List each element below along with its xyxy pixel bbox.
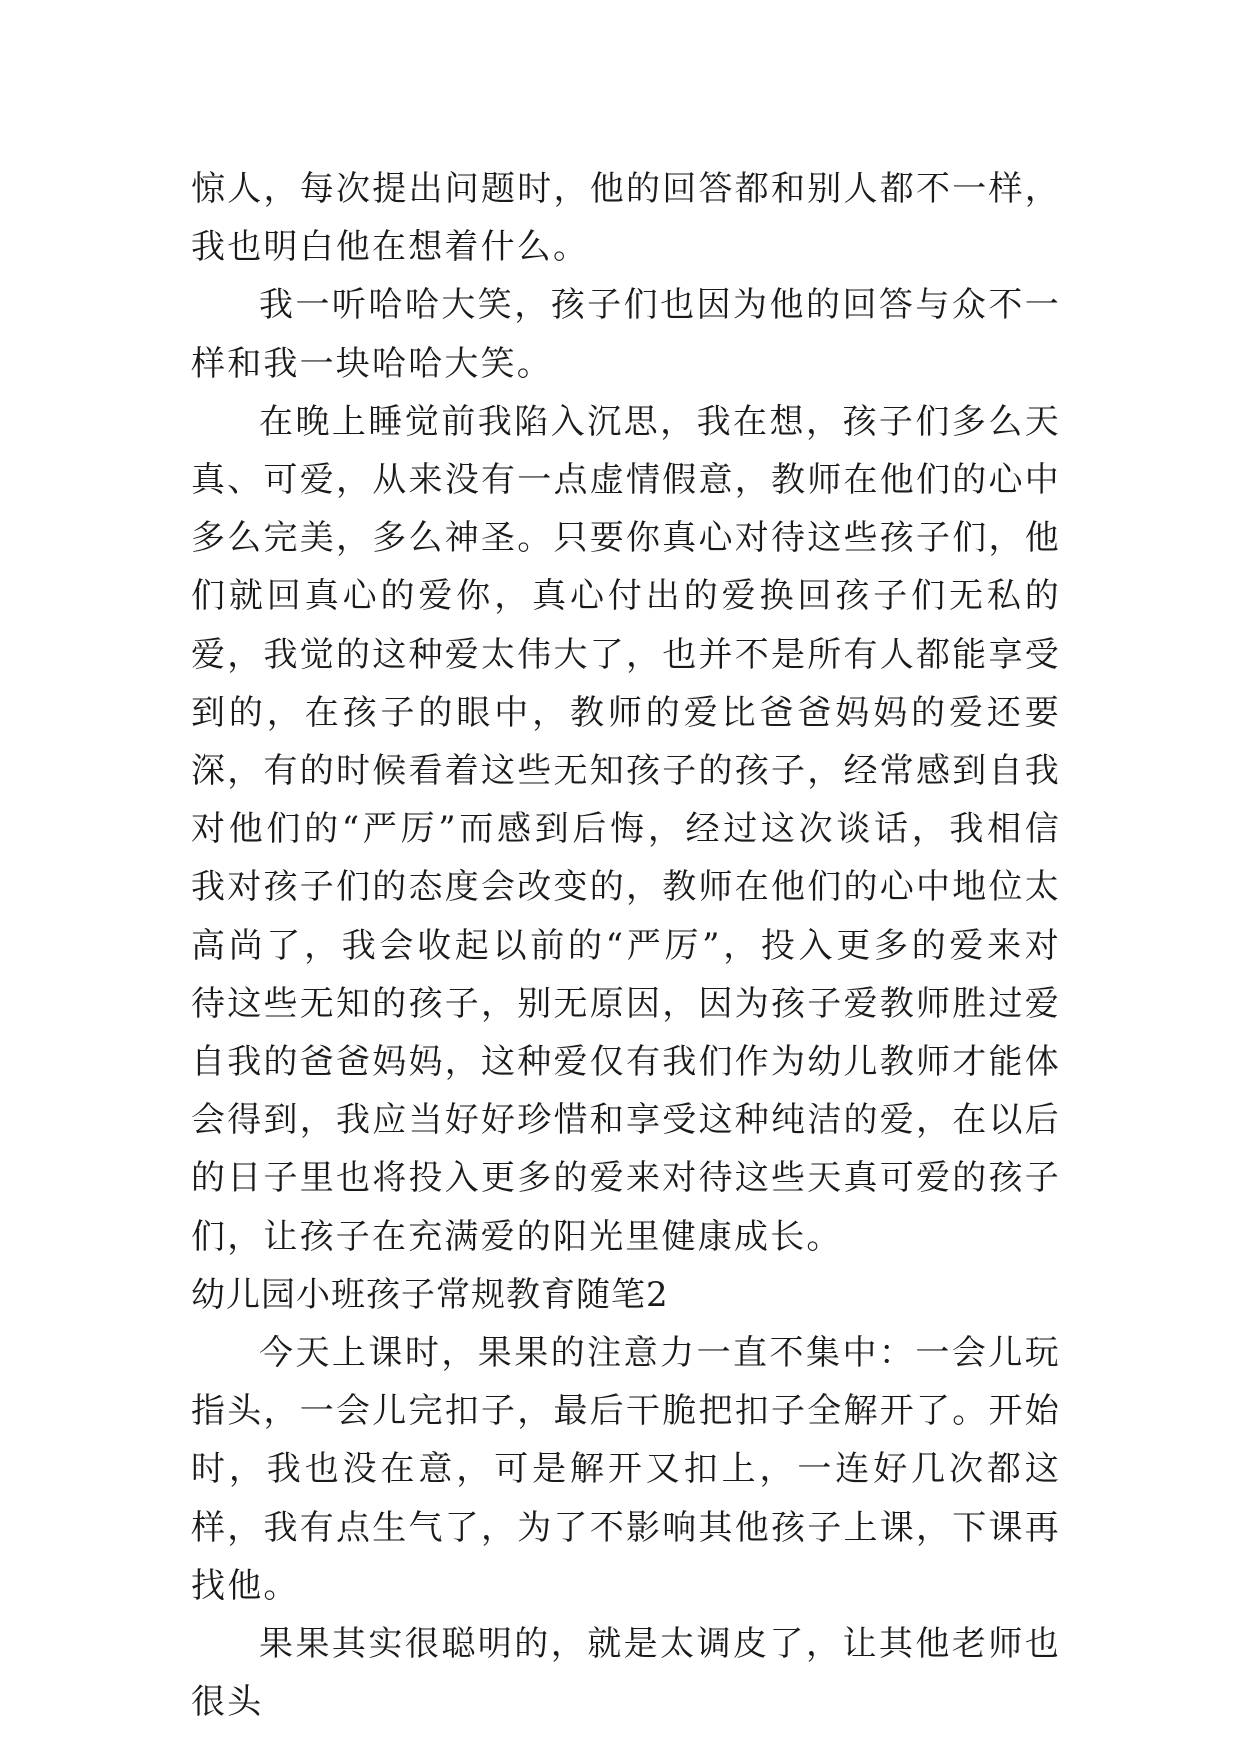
paragraph: 今天上课时，果果的注意力一直不集中：一会儿玩指头，一会儿完扣子，最后干脆把扣子全解开了。开始时，我也没在意，可是解开又扣上，一连好几次都这样，我有点生气了，为了不影响其他孩子上课，下课再找他。 <box>191 1333 1061 1606</box>
section-heading: 幼儿园小班孩子常规教育随笔2 <box>191 1274 669 1315</box>
paragraph: 果果其实很聪明的，就是太调皮了，让其他老师也很头 <box>191 1624 1061 1723</box>
paragraph: 在晚上睡觉前我陷入沉思，我在想，孩子们多么天真、可爱，从来没有一点虚情假意，教师在他们的心中多么完美，多么神圣。只要你真心对待这些孩子们，他们就回真心的爱你，真心付出的爱换回孩子们无私的爱，我觉的这种爱太伟大了，也并不是所有人都能享受到的，在孩子的眼中，教师的爱比爸爸妈妈的爱还要深，有的时候看着这些无知孩子的孩子，经常感到自我对他们的“严厉”而感到后悔，经过这次谈话，我相信我对孩子们的态度会改变的，教师在他们的心中地位太高尚了，我会收起以前的“严厉”，投入更多的爱来对待这些无知的孩子，别无原因，因为孩子爱教师胜过爱自我的爸爸妈妈，这种爱仅有我们作为幼儿教师才能体会得到，我应当好好珍惜和享受这种纯洁的爱，在以后的日子里也将投入更多的爱来对待这些天真可爱的孩子们，让孩子在充满爱的阳光里健康成长。 <box>191 401 1061 1257</box>
document-body <box>191 160 1061 1731</box>
paragraph: 我一听哈哈大笑，孩子们也因为他的回答与众不一样和我一块哈哈大笑。 <box>191 285 1061 384</box>
paragraph-continued: 惊人，每次提出问题时，他的回答都和别人都不一样，我也明白他在想着什么。 <box>191 169 1061 268</box>
